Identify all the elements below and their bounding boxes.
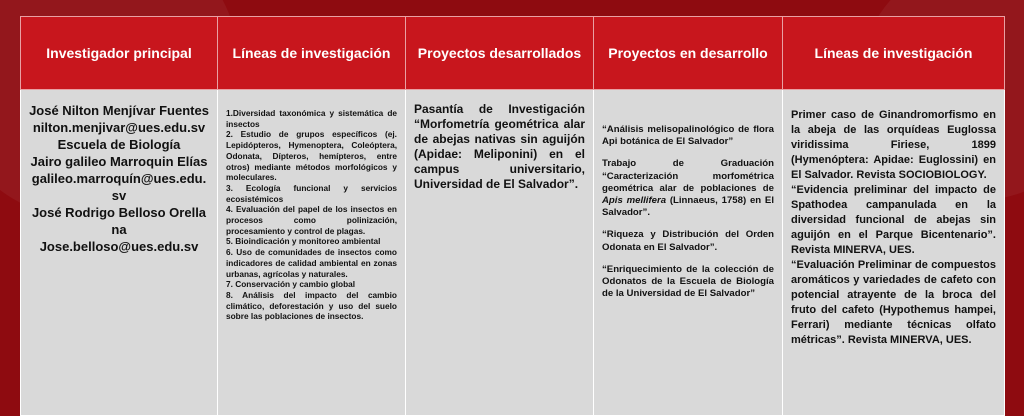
project-text: Trabajo de Graduación “Caracterización morfométrica geométrica alar de poblaciones de	[602, 158, 774, 194]
publications-cell	[783, 90, 1005, 416]
list-item: 5. Bioindicación y monitoreo ambiental	[226, 236, 381, 247]
ongoing-project: “Enriquecimiento de la colección de Odonatos de la Escuela de Biología de la Universidad de El Salvador”	[602, 263, 774, 300]
publication: “Evaluación Preliminar de compuestos aromáticos y variedades de cafeto con potencial atrayente de la broca del fruto del cafeto (Hypothemus hampei, Ferrari) mediante técnicas olfato métricas”. Revista MINERVA, UES.	[791, 259, 996, 346]
research-lines-cell	[218, 90, 406, 416]
table-row	[21, 90, 1005, 416]
publication: “Evidencia preliminar del impacto de Spathodea campanulada en la diversidad funcional de abejas sin aguijón en el Parque Bicentenario”. Revista MINERVA, UES.	[791, 184, 996, 256]
developed-projects-cell	[406, 90, 594, 416]
research-table	[20, 16, 1005, 416]
investigator-name: José Nilton Menjívar Fuentes	[29, 103, 209, 118]
project-text: (Linnaeus, 1758) en El Salvador”.	[602, 195, 774, 219]
investigator-email: nilton.menjivar@ues.edu.sv	[32, 120, 206, 135]
list-item: 6. Uso de comunidades de insectos como indicadores de calidad ambiental en zonas urbanas, agrícolas y naturales.	[226, 247, 397, 279]
school-name: Escuela de Biología	[57, 137, 181, 152]
list-item: 8. Análisis del impacto del cambio climático, deforestación y uso del suelo sobre las poblaciones de insectos.	[226, 289, 397, 322]
investigator-email: galileo.marroquín@ues.edu.sv	[31, 171, 207, 203]
header-row	[21, 17, 1005, 90]
ongoing-project: “Riqueza y Distribución del Orden Odonata en El Salvador”.	[602, 229, 774, 253]
species-name: Apis mellifera	[602, 195, 667, 207]
list-item: 7. Conservación y cambio global	[226, 279, 356, 290]
ongoing-project	[602, 158, 774, 219]
ongoing-projects-cell	[594, 90, 783, 416]
investigator-name: Jairo galileo Marroquin Elías	[30, 154, 208, 169]
header-publications: Líneas de investigación	[783, 17, 1005, 90]
header-research-lines: Líneas de investigación	[218, 17, 406, 90]
header-ongoing-projects: Proyectos en desarrollo	[594, 17, 783, 90]
research-lines-list	[226, 108, 397, 322]
list-item: 2. Estudio de grupos específicos (ej. Lepidópteros, Hymenoptera, Coleóptera, Odonata, Dípteros, hemípteros, entre otros) mediante métodos morfológicos y moleculares.	[226, 129, 397, 183]
ongoing-project: “Análisis melisopalinológico de flora Api botánica de El Salvador”	[602, 124, 774, 148]
investigators-cell	[21, 90, 218, 416]
publication: Primer caso de Ginandromorfismo en la abeja de las orquídeas Euglossa viridissima Firiese, 1899 (Hymenóptera: Apidae: Euglossini) en El Salvador. Revista SOCIOBIOLOGY.	[791, 109, 996, 181]
developed-project-text: Pasantía de Investigación “Morfometría geométrica alar de abejas nativas sin aguijón (Apidae: Meliponini) en el campus universitario, Universidad de El Salvador”.	[414, 102, 585, 191]
investigator-name: José Rodrigo Belloso Orellana	[31, 205, 207, 237]
investigator-email: Jose.belloso@ues.edu.sv	[39, 239, 199, 254]
header-principal-investigator: Investigador principal	[21, 17, 218, 90]
list-item: 1.Diversidad taxonómica y sistemática de insectos	[226, 108, 397, 129]
list-item: 3. Ecología funcional y servicios ecosistémicos	[226, 182, 397, 204]
header-developed-projects: Proyectos desarrollados	[406, 17, 594, 90]
list-item: 4. Evaluación del papel de los insectos en procesos como polinización, procesamiento y control de plagas.	[226, 204, 397, 236]
